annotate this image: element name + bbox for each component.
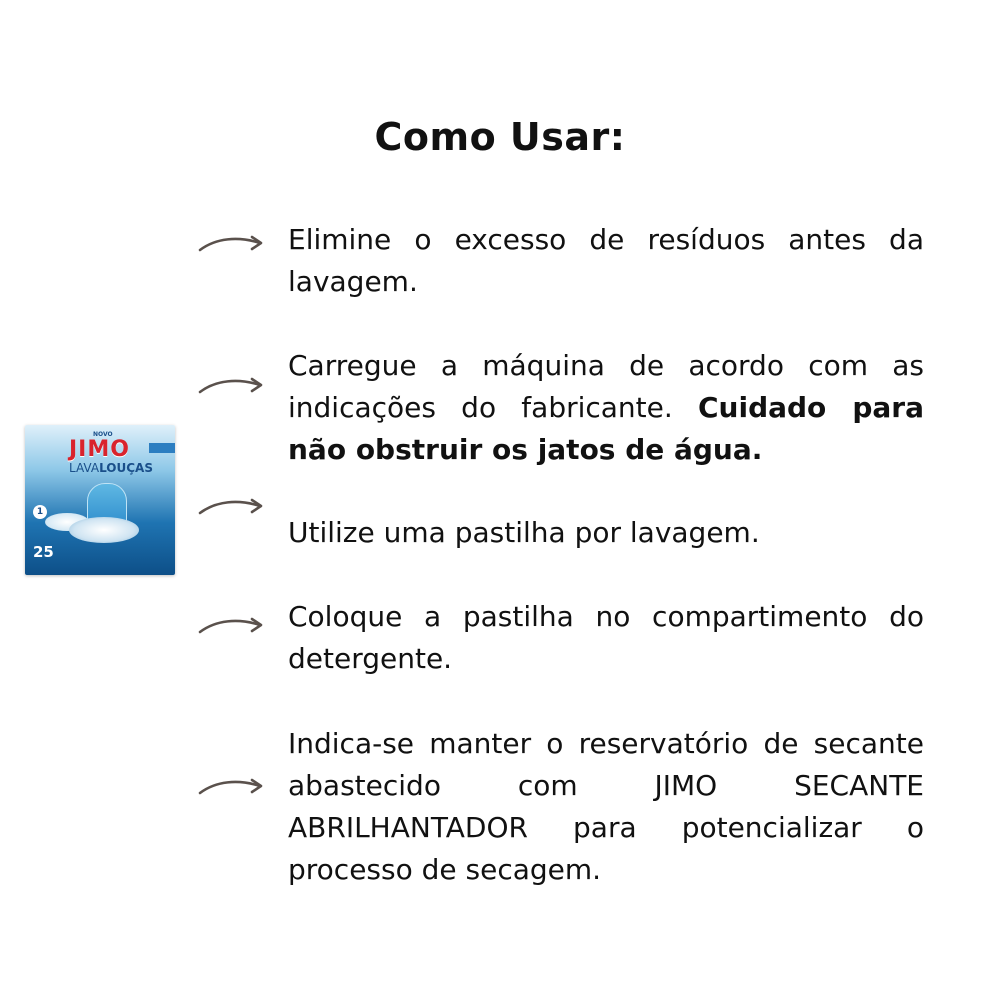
product-stripe [149,443,175,453]
curved-arrow-right-icon [198,495,266,519]
step-5-text: Indica-se manter o reservatório de secante abastecido com JIMO SECANTE ABRILHANTADOR para potencializar o processo de secagem. [288,727,924,886]
product-brand-logo: JIMO [69,437,130,462]
step-1-text: Elimine o excesso de resíduos antes da lavagem. [288,223,924,298]
curved-arrow-right-icon [198,614,266,638]
product-novo-label: NOVO [93,431,113,438]
step-2-warning: Cuidado para não obstruir os jatos de água. [288,391,924,466]
product-subtitle: LAVALOUÇAS [69,461,153,475]
page-title: Como Usar: [374,115,626,159]
curved-arrow-right-icon [198,374,266,398]
curved-arrow-right-icon [198,232,266,256]
product-image [25,425,175,575]
product-tablet-graphic [69,517,139,543]
curved-arrow-right-icon [198,775,266,799]
step-4-text: Coloque a pastilha no compartimento do detergente. [288,600,924,675]
product-count: 25 [33,543,54,561]
step-2-text: Carregue a máquina de acordo com as indicações do fabricante. Cuidado para não obstruir os jatos de água. [288,349,924,466]
step-3-text: Utilize uma pastilha por lavagem. [288,516,760,549]
product-badge: 1 [33,505,47,519]
